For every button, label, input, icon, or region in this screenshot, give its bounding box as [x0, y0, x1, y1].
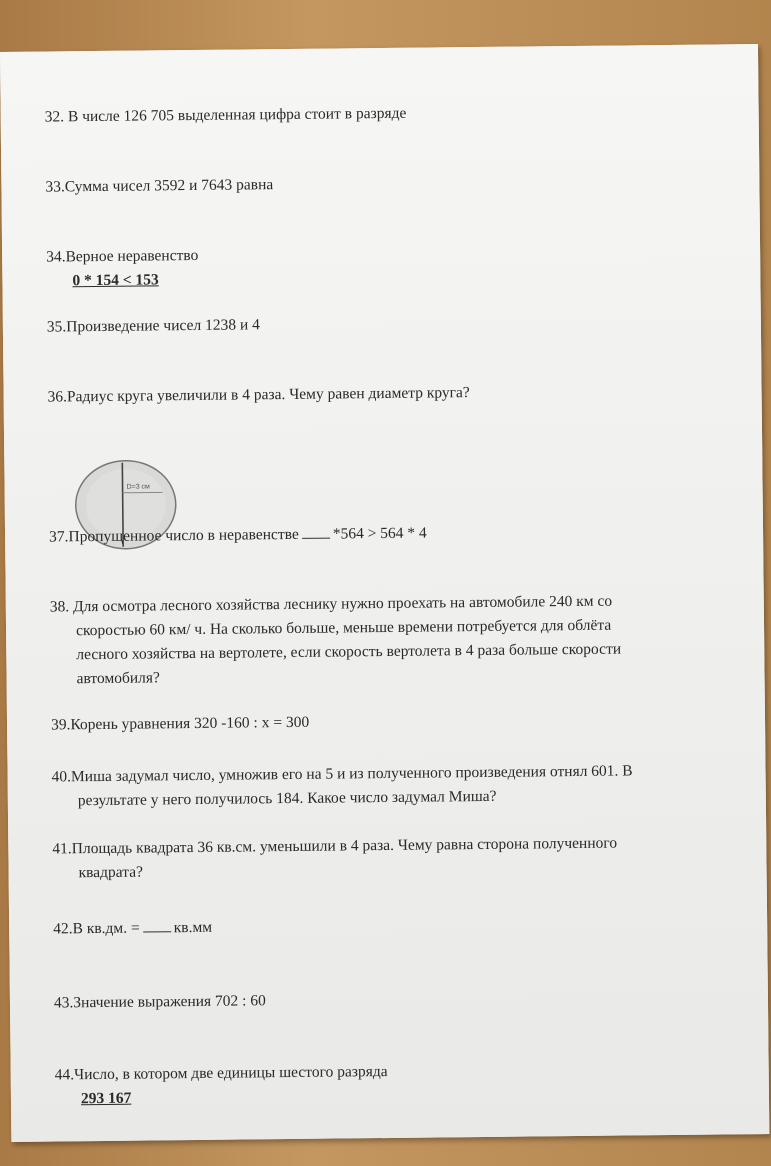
answer-blank — [302, 524, 330, 539]
diameter-label: D=3 см — [126, 483, 150, 491]
question-34 — [46, 244, 199, 294]
question-text: 43.Значение выражения 702 : 60 — [53, 992, 266, 1012]
worksheet-page — [0, 44, 769, 1142]
question-text: 42.В кв.дм. = — [53, 919, 140, 938]
question-41 — [52, 830, 732, 885]
question-text: 44.Число, в котором две единицы шестого разряда — [54, 1062, 388, 1084]
question-32 — [45, 102, 407, 130]
number-answer: 293 167 — [80, 1089, 132, 1108]
question-text-tail: кв.мм — [173, 918, 213, 937]
question-line: квадрата? — [78, 863, 144, 882]
question-text: 36.Радиус круга увеличили в 4 раза. Чему равен диаметр круга? — [47, 384, 470, 406]
question-38 — [50, 588, 731, 691]
question-33 — [45, 173, 273, 199]
question-line: 38. Для осмотра лесного хозяйства леснику нужно проехать на автомобиле 240 км со — [49, 592, 613, 616]
question-text-tail: *564 > 564 * 4 — [332, 524, 427, 543]
question-line: автомобиля? — [76, 669, 160, 688]
question-text: 32. В числе 126 705 выделенная цифра стоит в разряде — [44, 104, 407, 126]
question-44 — [55, 1060, 388, 1111]
answer-blank — [143, 917, 171, 932]
question-text: 37.Пропущенное число в неравенстве — [48, 525, 299, 546]
question-43 — [54, 989, 266, 1015]
question-39 — [51, 711, 309, 738]
question-37 — [49, 522, 427, 550]
inequality-answer: 0 * 154 < 153 — [72, 271, 159, 290]
question-line: результате у него получилось 184. Какое число задумал Миша? — [77, 787, 497, 810]
question-text: 39.Корень уравнения 320 -160 : х = 300 — [50, 713, 310, 734]
question-line: 41.Площадь квадрата 36 кв.см. уменьшили в 4 раза. Чему равна сторона полученного — [52, 834, 618, 858]
question-text: 35.Произведение чисел 1238 и 4 — [46, 316, 260, 336]
question-text: 33.Сумма чисел 3592 и 7643 равна — [45, 176, 274, 196]
question-text: 34.Верное неравенство — [46, 246, 199, 266]
question-line: лесного хозяйства на вертолете, если скорость вертолета в 4 раза больше скорости — [76, 640, 622, 664]
question-35 — [47, 313, 260, 339]
question-line: скоростью 60 км/ ч. На сколько больше, меньше времени потребуется для облёта — [75, 616, 612, 640]
question-40 — [51, 758, 731, 813]
question-line: 40.Миша задумал число, умножив его на 5 и из полученного произведения отнял 601. В — [51, 762, 633, 786]
question-36 — [47, 381, 469, 409]
question-42 — [53, 916, 212, 942]
